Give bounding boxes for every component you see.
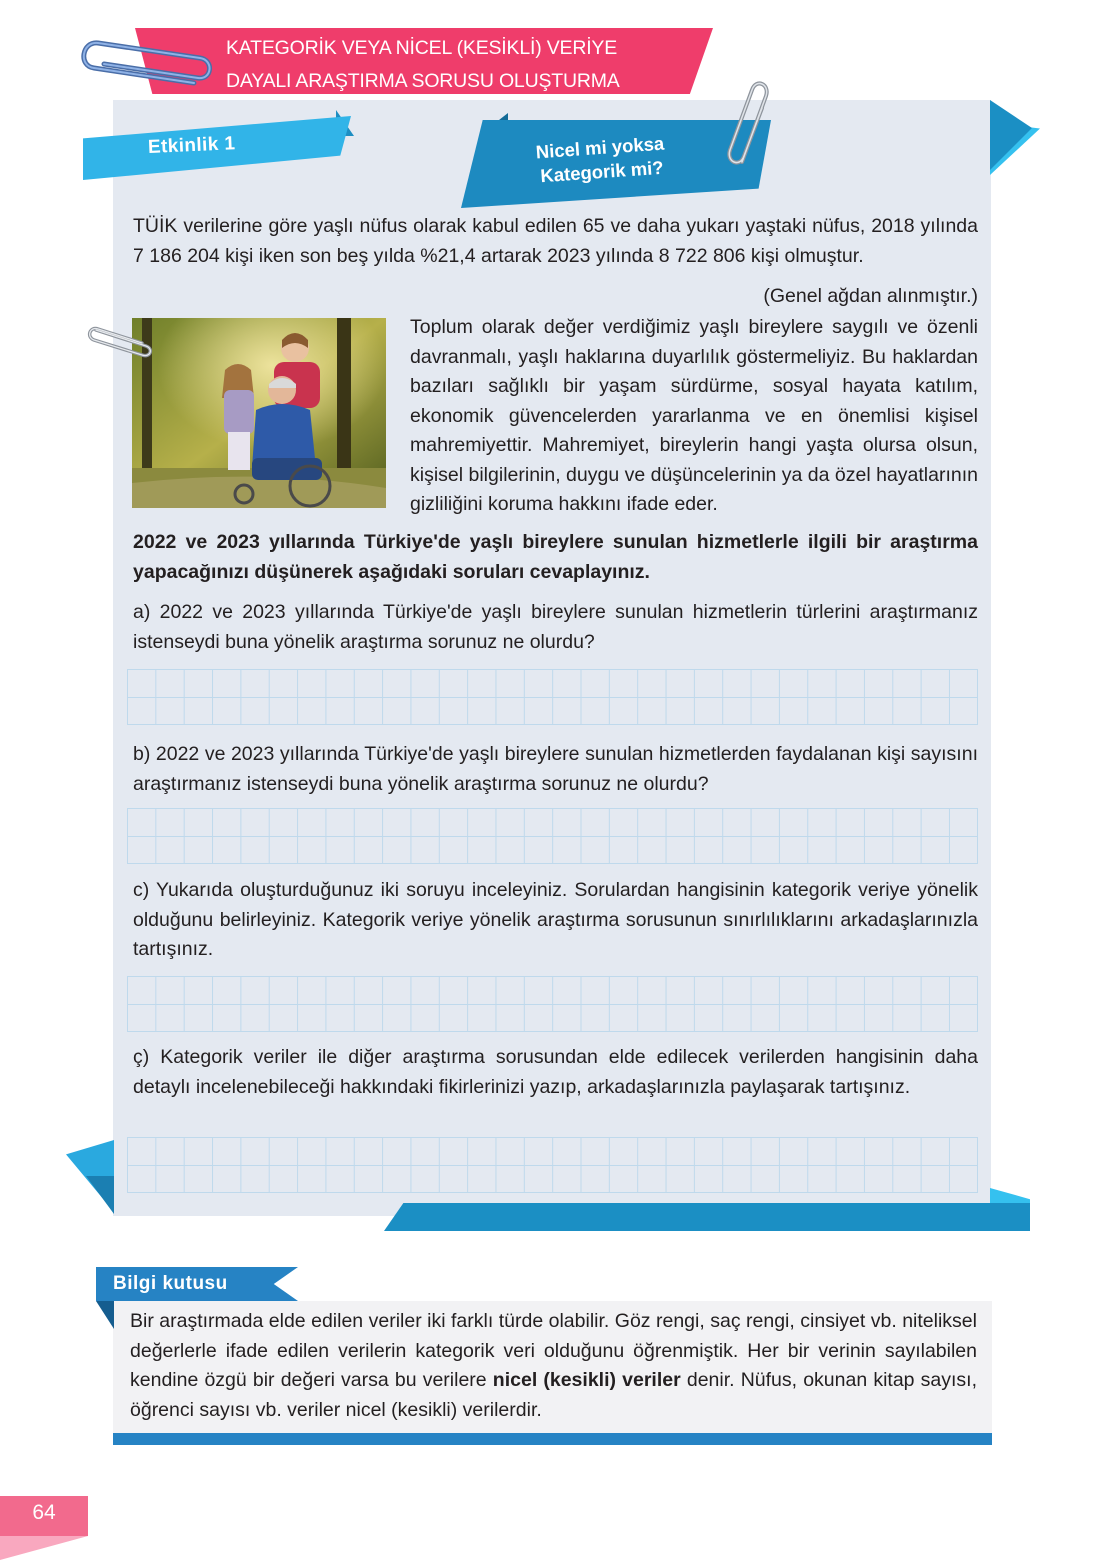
instruction-text: 2022 ve 2023 yıllarında Türkiye'de yaşlı bireylere sunulan hizmetlerle ilgili bir araştırma yapacağınızı düşünerek aşağıdaki soruları cevaplayınız. xyxy=(133,531,978,583)
photo-elderly-man-wheelchair xyxy=(132,318,386,508)
header-title-line1: KATEGORİK VEYA NİCEL (KESİKLİ) VERİYE xyxy=(226,37,618,59)
header-title-line2: DAYALI ARAŞTIRMA SORUSU OLUŞTURMA xyxy=(226,70,620,92)
paperclip-icon xyxy=(722,74,778,174)
panel-bottom-ribbon xyxy=(384,1203,1030,1231)
question-b: b) 2022 ve 2023 yıllarında Türkiye'de yaşlı bireylere sunulan hizmetlerden faydalanan kişi sayısını araştırmanız istenseydi buna yönelik araştırma sorunuz ne olurdu? xyxy=(133,743,978,795)
activity-subtitle-line2: Kategorik mi? xyxy=(539,156,665,187)
ribbon-fold-decoration xyxy=(96,1301,114,1329)
paperclip-icon xyxy=(86,320,156,360)
question-d: ç) Kategorik veriler ile diğer araştırma sorusundan elde edilecek verilerden hangisinin daha detaylı incelenebileceği hakkındaki fikirlerinizi yazıp, arkadaşlarınızla paylaşarak tartışınız. xyxy=(133,1046,978,1098)
info-text-part: denir. Nüfus, okunan kitap sayısı, öğrenci sayısı vb. veriler nicel (kesikli) verilerdir. xyxy=(130,1369,977,1421)
answer-grid-b[interactable] xyxy=(127,808,978,864)
paperclip-icon xyxy=(76,20,216,86)
info-text-part: Bir araştırmada elde edilen veriler iki farklı türde olabilir. Göz rengi, saç rengi, cinsiyet vb. niteliksel değerlerle ifade edilen verilerin kategorik veri olduğunu öğrenmiştik. Her bir verinin sayılabilen kendine özgü bir değeri varsa bu verilere xyxy=(130,1310,977,1391)
question-a: a) 2022 ve 2023 yıllarında Türkiye'de yaşlı bireylere sunulan hizmetlerin türlerini araştırmanız istenseydi buna yönelik araştırma sorunuz ne olurdu? xyxy=(133,601,978,653)
answer-grid-d[interactable] xyxy=(127,1137,978,1193)
page-number: 64 xyxy=(32,1501,56,1524)
ribbon-fold-decoration xyxy=(990,1188,1030,1204)
answer-grid-c[interactable] xyxy=(127,976,978,1032)
activity-subtitle-line1: Nicel mi yoksa xyxy=(535,132,665,163)
ribbon-fold-decoration xyxy=(86,1176,114,1214)
answer-grid-a[interactable] xyxy=(127,669,978,725)
source-note: (Genel ağdan alınmıştır.) xyxy=(763,285,978,307)
info-text-bold: nicel (kesikli) veriler xyxy=(492,1369,681,1391)
info-box-text xyxy=(130,1307,977,1425)
rights-paragraph: Toplum olarak değer verdiğimiz yaşlı bireylere saygılı ve özenli davranmalı, yaşlı haklarına duyarlılık göstermeliyiz. Bu haklardan bazıları sağlıklı bir yaşam sürdürme, sosyal hayata katılım, ekonomik güvencelerden yararlanma ve en önemlisi kişisel mahremiyettir. Mahremiyet, bireylerin hangi yaşta olursa olsun, kişisel bilgilerinin, duygu ve düşüncelerinin ya da özel hayatlarının gizliliğini koruma hakkını ifade eder. xyxy=(410,316,978,515)
activity-label: Etkinlik 1 xyxy=(147,133,236,158)
page-number-decoration xyxy=(0,1536,88,1560)
info-box-bottom-bar xyxy=(113,1433,992,1445)
intro-text: TÜİK verilerine göre yaşlı nüfus olarak kabul edilen 65 ve daha yukarı yaştaki nüfus, 2018 yılında 7 186 204 kişi iken son beş yılda %21,4 artarak 2023 yılında 8 722 806 kişi olmuştur. xyxy=(133,215,978,267)
info-box-label: Bilgi kutusu xyxy=(113,1273,228,1294)
question-c: c) Yukarıda oluşturduğunuz iki soruyu inceleyiniz. Sorulardan hangisinin kategorik veriye yönelik olduğunu belirleyiniz. Kategorik veriye yönelik araştırma sorusunun sınırlılıklarını arkadaşlarınızla tartışınız. xyxy=(133,879,978,960)
